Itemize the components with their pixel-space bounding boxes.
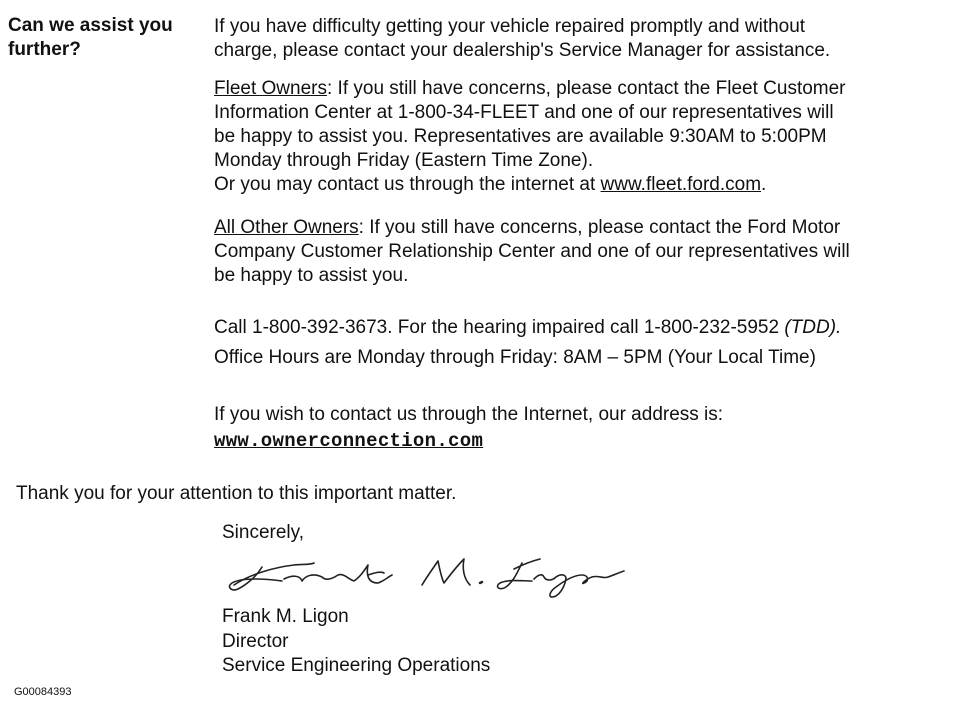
dealer-contact-paragraph: [214, 15, 959, 63]
paragraph-line: Information Center at 1-800-34-FLEET and one of our representatives will: [214, 102, 834, 123]
signer-block: [222, 605, 490, 679]
section-heading-line-2: further?: [8, 39, 81, 60]
paragraph-line: If you have difficulty getting your vehicle repaired promptly and without: [214, 16, 806, 37]
paragraph-line: Company Customer Relationship Center and one of our representatives will: [214, 241, 850, 262]
owner-connection-paragraph: [214, 429, 959, 453]
fleet-website-link[interactable]: www.fleet.ford.com: [600, 174, 762, 195]
paragraph-line: If you wish to contact us through the Internet, our address is:: [214, 404, 724, 425]
other-owners-label: All Other Owners: [214, 217, 359, 238]
fleet-owners-label: Fleet Owners: [214, 78, 327, 99]
signer-title: Director: [222, 630, 289, 652]
phone-paragraph: [214, 316, 959, 340]
fleet-owners-paragraph: [214, 77, 959, 197]
paragraph-line: [214, 216, 959, 240]
section-heading-line-1: Can we assist you: [8, 15, 173, 36]
tdd-label: (TDD).: [784, 317, 842, 338]
paragraph-line: [214, 77, 959, 101]
paragraph-line: Monday through Friday (Eastern Time Zone).: [214, 150, 594, 171]
other-owners-paragraph: [214, 216, 959, 288]
signer-department: Service Engineering Operations: [222, 655, 491, 676]
paragraph-line: charge, please contact your dealership's Service Manager for assistance.: [214, 40, 831, 61]
closing-salutation: Sincerely,: [222, 522, 305, 543]
paragraph-text: .: [761, 174, 767, 195]
paragraph-text: Or you may contact us through the internet at: [214, 174, 601, 195]
paragraph-line: Office Hours are Monday through Friday: 8AM – 5PM (Your Local Time): [214, 347, 816, 368]
office-hours-paragraph: [214, 346, 959, 370]
paragraph-line: [214, 316, 959, 340]
paragraph-text: : If you still have concerns, please contact the Fleet Customer: [326, 78, 846, 99]
paragraph-line: be happy to assist you.: [214, 265, 409, 286]
paragraph-text: : If you still have concerns, please contact the Ford Motor: [358, 217, 841, 238]
handwritten-signature: [222, 545, 642, 601]
signer-name: Frank M. Ligon: [222, 606, 349, 627]
internet-contact-paragraph: [214, 403, 959, 427]
thank-you-line: Thank you for your attention to this important matter.: [16, 483, 457, 504]
document-code: G00084393: [14, 686, 72, 698]
paragraph-line: be happy to assist you. Representatives are available 9:30AM to 5:00PM: [214, 126, 827, 147]
phone-text: Call 1-800-392-3673. For the hearing impaired call 1-800-232-5952: [214, 317, 785, 338]
paragraph-line: [214, 173, 959, 197]
owner-connection-link[interactable]: www.ownerconnection.com: [214, 430, 484, 452]
section-heading: [8, 14, 213, 62]
